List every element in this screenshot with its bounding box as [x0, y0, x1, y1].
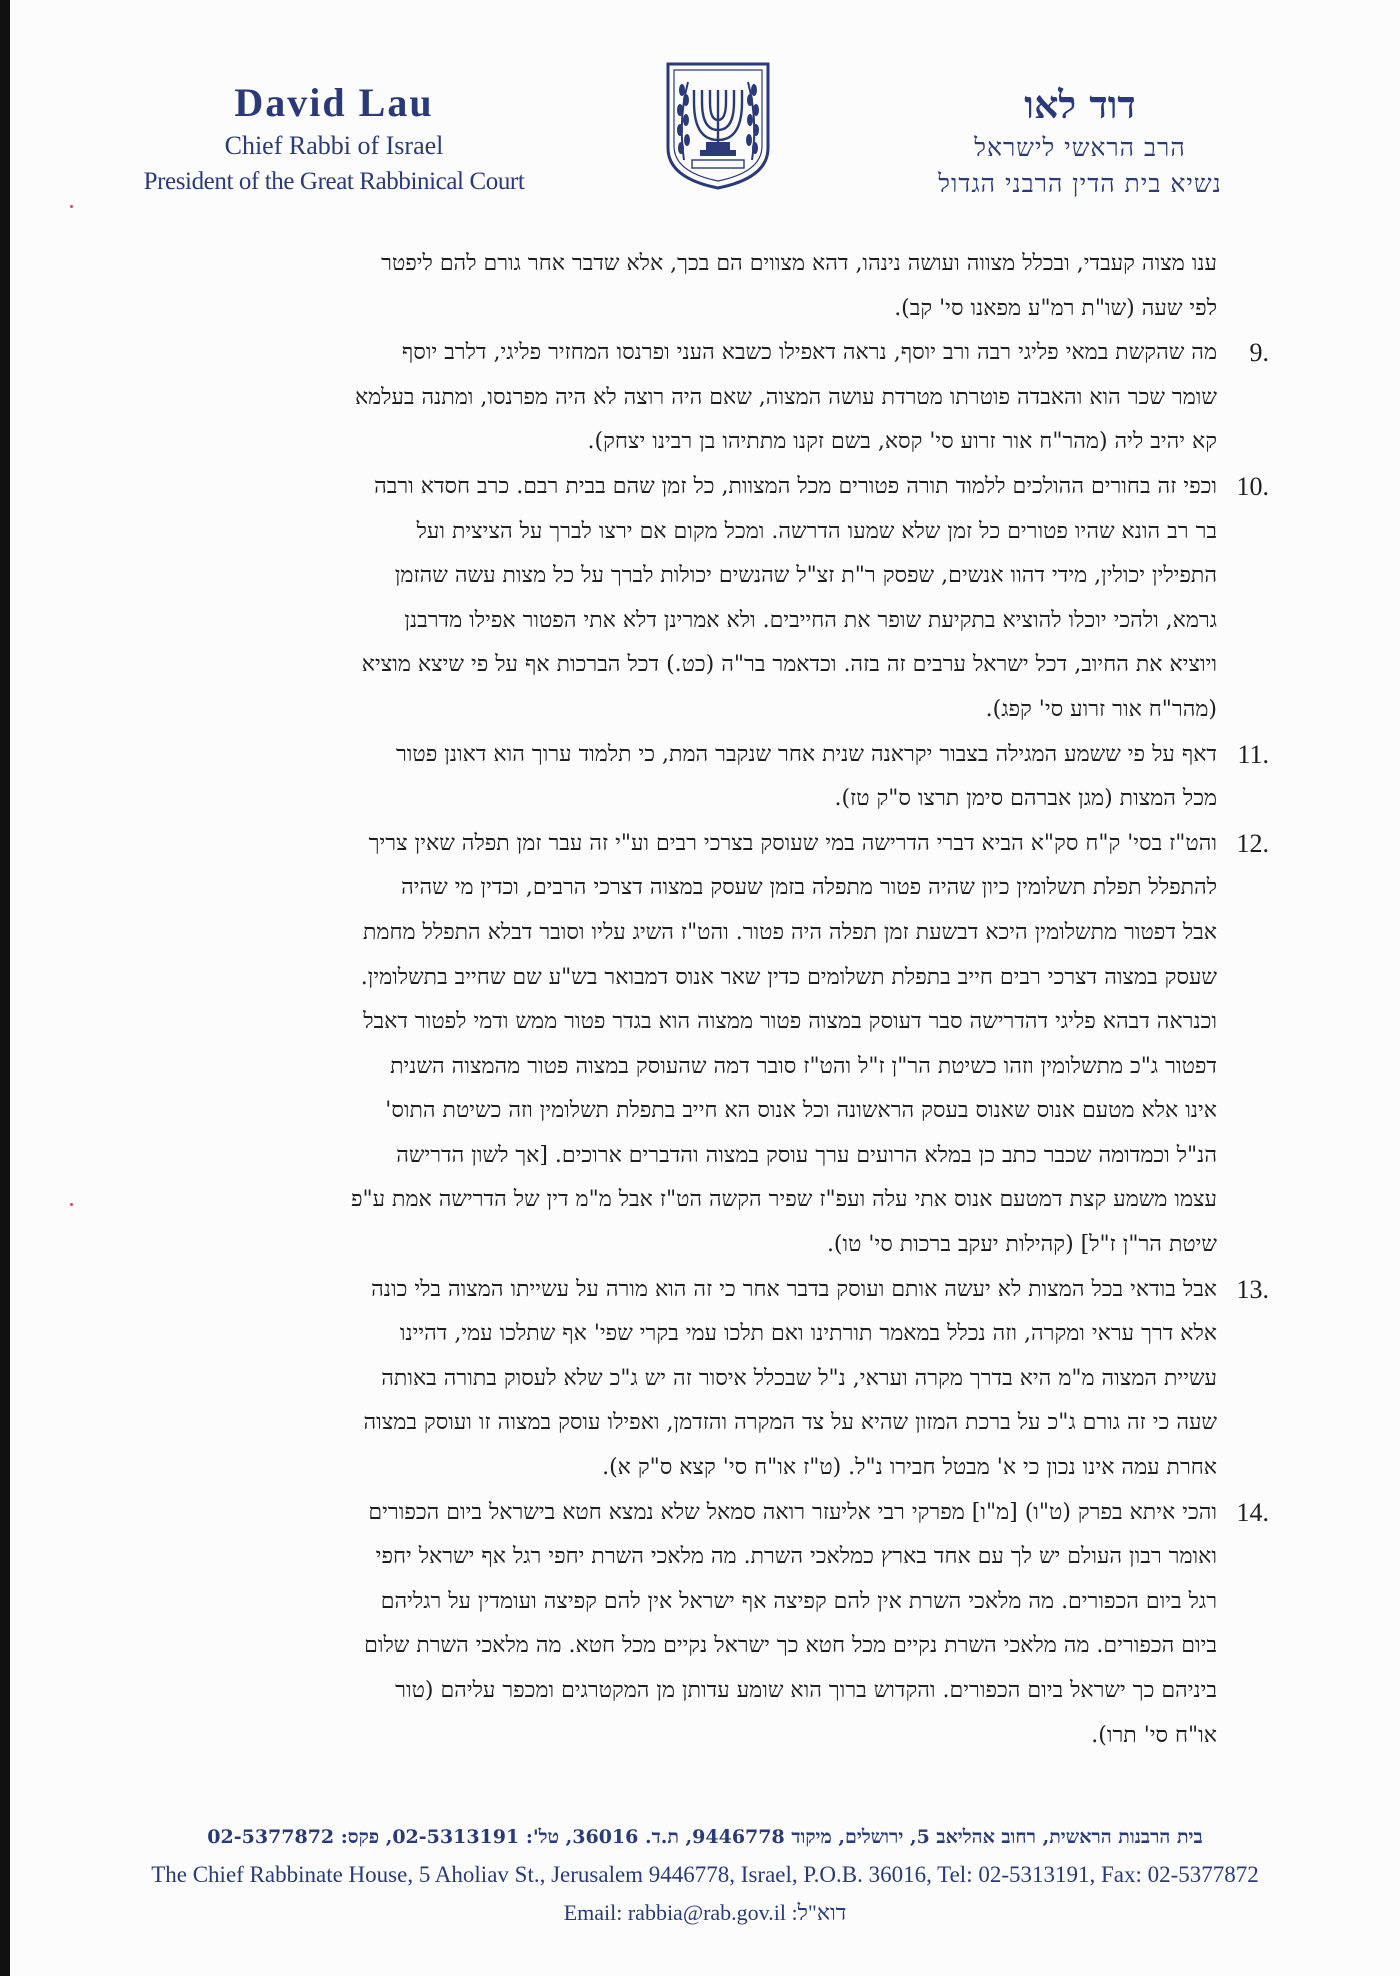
text-line: דאף על פי ששמע המגילה בצבור יקראנה שנית אחר שנקבר המת, כי תלמוד ערוך הוא דאונן פטור	[396, 741, 1217, 767]
paragraph-number: 11.	[1237, 739, 1269, 769]
text-line: הנ"ל וכמדומה שכבר כתב כן במלא הרועים ערך עוסק במצוה והדברים ארוכים. [אך לשון הדרישה	[396, 1142, 1217, 1168]
letterhead-he-subtitle: נשיא בית הדין הרבני הגדול	[938, 169, 1222, 198]
text-line: שומר שכר הוא והאבדה פוטרתו מטרדת עושה המצוה, שאם היה רוצה לא היה מפרנסו, ומתנה בעלמא	[354, 384, 1217, 410]
text-line: ביום הכפורים. מה מלאכי השרת נקיים מכל חטא כך ישראל נקיים מכל חטא. מה מלאכי השרת שלום	[364, 1633, 1217, 1659]
text-line: עשיית המצוה מ"מ היא בדרך מקרה ועראי, נ"ל שבכלל איסור זה יש ג"כ שלא לעסוק בתורה באותה	[381, 1365, 1217, 1391]
letter-body	[165, 242, 1269, 1758]
scan-mark	[70, 1203, 73, 1206]
text-line: גרמא, ולהכי יוכלו להוציא בתקיעת שופר את החייבים. ולא אמרינן דלא אתי הפטור אפילו מדרבנן	[404, 607, 1217, 633]
letterhead-footer	[90, 1818, 1320, 1932]
paragraph-11	[165, 733, 1269, 822]
text-line: ביניהם כך ישראל ביום הכפורים. והקדוש ברוך הוא שומע עדותן מן המקטרגים ומכפר עליהם (טור	[395, 1678, 1217, 1703]
text-line: אבל דפטור מתשלומין היכא דבשעת זמן תפלה היה פטור. והט"ז השיג עליו וסובר דבלא התפלל מחמת	[363, 919, 1217, 945]
text-line: להתפלל תפלת תשלומין כיון שהיה פטור מתפלה בזמן שעסק במצוה דצרכי הרבים, וכדין מי שהיה	[401, 875, 1217, 901]
text-line: רגל ביום הכפורים. מה מלאכי השרת אין להם קפיצה אף ישראל אין להם קפיצה ועומדין על רגליהם	[380, 1588, 1217, 1614]
text-line: והכי איתא בפרק (ט"ו) [מ"ו] מפרקי רבי אליעזר רואה סמאל שלא נמצא חטא בישראל ביום הכפורים	[368, 1499, 1217, 1525]
letterhead-hebrew	[880, 80, 1280, 202]
text-line: קא יהיב ליה (מהר"ח אור זרוע סי' קסא, בשם זקנו מתתיהו בן רבינו יצחק).	[587, 429, 1217, 455]
paragraph-14	[165, 1491, 1269, 1759]
paragraph-number: 13.	[1236, 1274, 1269, 1304]
text-line: (מהר"ח אור זרוע סי' קפג).	[985, 696, 1217, 722]
letterhead-he-title: הרב הראשי לישראל	[974, 133, 1186, 162]
text-line: שיטת הר"ן ז"ל] (קהילות יעקב ברכות סי' טו).	[826, 1232, 1217, 1258]
paragraph-12	[165, 822, 1269, 1268]
paragraph-9	[165, 331, 1269, 465]
scan-left-edge	[0, 0, 10, 1976]
paragraph-number: 9.	[1249, 338, 1269, 368]
paragraph-10	[165, 465, 1269, 733]
text-line: אבל בודאי בכל המצות לא יעשה אותם ועוסק בדבר אחר כי זה הוא מורה על עשייתו המצוה בלי כונה	[371, 1276, 1217, 1302]
text-line: התפילין יכולין, מידי דהוו אנשים, שפסק ר"ת זצ"ל שהנשים יכולות לברך על כל מצות עשה שהזמן	[394, 563, 1217, 589]
text-line: בר רב הונא שהיו פטורים כל זמן שלא שמעו הדרשה. ומכל מקום אם ירצו לברך על הציצית ועל	[416, 518, 1217, 544]
text-line: אינו אלא מטעם אנוס שאנוס בעסק הראשונה וכל אנוס הא חייב בתפלת תשלומין וזה כשיטת התוס'	[385, 1098, 1217, 1124]
paragraph-continued	[165, 242, 1217, 331]
letterhead-english	[134, 78, 534, 200]
text-line: שעה כי זה גורם ג"כ על ברכת המזון שהיא על צד המקרה והזדמן, ואפילו עוסק במצוה זו ועוסק במצוה	[363, 1410, 1217, 1436]
text-line: לפי שעה (שו"ת רמ"ע מפאנו סי' קב).	[894, 295, 1217, 321]
letterhead-he-name: דוד לאו	[1024, 82, 1136, 127]
text-line: ואומר רבון העולם יש לך עם אחד בארץ כמלאכי השרת. מה מלאכי השרת יחפי רגל אף ישראל יחפי	[375, 1544, 1217, 1570]
text-line: מה שהקשת במאי פליגי רבה ורב יוסף, נראה דאפילו כשבא העני ופרנסו המחזיר פליגי, דלרב יוסף	[401, 340, 1217, 366]
text-line: דפטור ג"כ מתשלומין וזהו כשיטת הר"ן ז"ל והט"ז סובר דמה שהעוסק במצוה פטור מהמצוה השנית	[390, 1053, 1217, 1079]
text-line: אחרת עמה אינו נכון כי א' מבטל חבירו נ"ל. (ט"ז או"ח סי' קצא ס"ק א).	[602, 1455, 1217, 1481]
text-line: ויוציא את החיוב, דכל ישראל ערבים זה בזה. וכדאמר בר"ה (כט.) דכל הברכות אף על פי שיצא מוציא	[361, 652, 1217, 678]
text-line: ענו מצוה קעבדי, ובכלל מצווה ועושה נינהו, דהא מצווים הם בכך, אלא שדבר אחר גורם להם ליפטר	[381, 251, 1217, 276]
text-line: אלא דרך עראי ומקרה, וזה נכלל במאמר תורתינו ואם תלכו עמי בקרי שפי' אף שתלכו עמי, דהיינו	[399, 1321, 1217, 1347]
footer-hebrew-address: בית הרבנות הראשית, רחוב אהליאב 5, ירושלים, מיקוד 9446778, ת.ד. 36016, טל': 02-5313191, פקס: 02-5377872	[207, 1826, 1203, 1848]
footer-english-address: The Chief Rabbinate House, 5 Aholiav St., Jerusalem 9446778, Israel, P.O.B. 36016, Tel: 02-5313191, Fax: 02-5377872	[151, 1862, 1259, 1887]
letterhead-en-subtitle: President of the Great Rabbinical Court	[143, 168, 525, 195]
footer-email: Email: rabbia@rab.gov.il :דוא"ל	[563, 1900, 847, 1925]
paragraph-number: 12.	[1236, 828, 1269, 858]
text-line: וכנראה דבהא פליגי דהדרישה סבר דעוסק במצוה פטור ממצוה הוא בגדר פטור ממש ודמי לפטור דאבל	[363, 1009, 1217, 1035]
text-line: או"ח סי' תרו).	[1091, 1722, 1217, 1748]
menorah-olive-emblem-icon	[662, 60, 774, 190]
text-line: עצמו משמע קצת דמטעם אנוס אתי עלה ועפ"ז שפיר הקשה הט"ז אבל מ"מ דין של הדרישה אמת ע"פ	[350, 1187, 1217, 1213]
text-line: והט"ז בסי' ק"ח סק"א הביא דברי הדרישה במי שעוסק בצרכי רבים וע"י זה עבר זמן תפלה שאין צריך	[368, 830, 1217, 856]
text-line: שעסק במצוה דצרכי רבים חייב בתפלת תשלומים כדין שאר אנוס דמבואר בש"ע שם שחייב בתשלומין.	[360, 964, 1217, 990]
paragraph-13	[165, 1268, 1269, 1491]
text-line: מכל המצות (מגן אברהם סימן תרצו ס"ק טז).	[834, 786, 1217, 812]
paragraph-number: 10.	[1236, 471, 1269, 501]
letterhead-en-title: Chief Rabbi of Israel	[224, 131, 444, 160]
text-line: וכפי זה בחורים ההולכים ללמוד תורה פטורים מכל המצוות, כל זמן שהם בבית רבם. כרב חסדא ורבה	[374, 473, 1217, 499]
letterhead-en-name: David Lau	[234, 80, 434, 125]
scan-mark	[70, 205, 73, 208]
paragraph-number: 14.	[1236, 1497, 1269, 1527]
